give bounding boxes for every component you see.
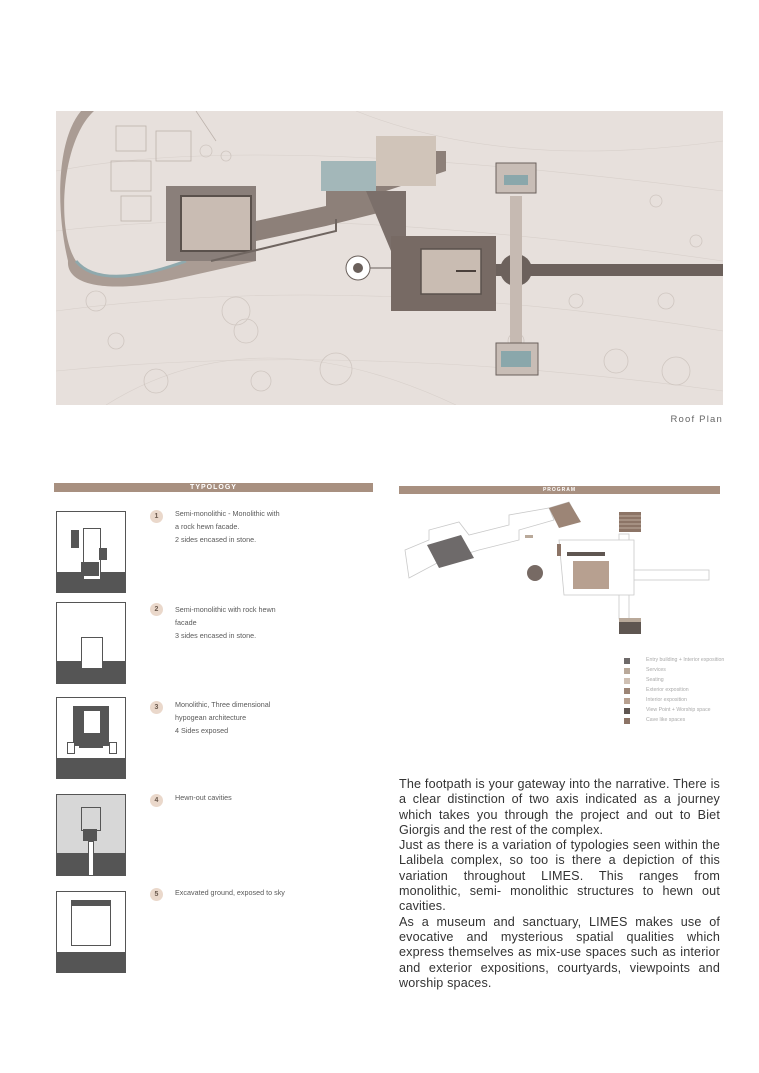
paragraph: Just as there is a variation of typologies seen within the Lalibela complex, so too is there a depiction of this variation throughout LIMES. This ranges from monolithic, semi- monolithic structures to hewn out cavities. xyxy=(399,838,720,914)
typology-diagram-4 xyxy=(56,794,126,876)
typology-description-2: Semi-monolithic with rock hewn facade 3 sides encased in stone. xyxy=(175,605,276,640)
roof-plan-drawing xyxy=(56,111,723,405)
typology-diagram-2 xyxy=(56,602,126,684)
typology-number-5: 5 xyxy=(150,888,163,901)
typology-description-3: Monolithic, Three dimensional hypogean architecture 4 Sides exposed xyxy=(175,700,271,735)
typology-diagram-1 xyxy=(56,511,126,593)
program-header: PROGRAM xyxy=(399,486,720,494)
typology-description-1: Semi-monolithic - Monolithic with a rock hewn facade. 2 sides encased in stone. xyxy=(175,509,280,544)
legend-swatch xyxy=(624,678,630,684)
legend-swatch xyxy=(624,658,630,664)
program-diagram xyxy=(399,500,720,650)
typology-number-1: 1 xyxy=(150,510,163,523)
typology-diagram-5 xyxy=(56,891,126,973)
paragraph: The footpath is your gateway into the narrative. There is a clear distinction of two axis indicated as a journey which takes you through the project and out to Biet Giorgis and the rest of the complex. xyxy=(399,777,720,837)
legend-swatch xyxy=(624,698,630,704)
typology-description-5: Excavated ground, exposed to sky xyxy=(175,888,285,897)
typology-number-3: 3 xyxy=(150,701,163,714)
typology-number-4: 4 xyxy=(150,794,163,807)
typology-header: TYPOLOGY xyxy=(54,483,373,492)
paragraph: As a museum and sanctuary, LIMES makes use of evocative and mysterious spatial qualities which express themselves as mix-use spaces such as interior and exterior expositions, courtyards, viewpoints and worship spaces. xyxy=(399,914,720,990)
legend-swatch xyxy=(624,668,630,674)
legend-swatch xyxy=(624,718,630,724)
legend-swatch xyxy=(624,688,630,694)
typology-description-4: Hewn-out cavities xyxy=(175,793,232,802)
legend-swatch xyxy=(624,708,630,714)
roof-plan-caption: Roof Plan xyxy=(670,414,723,425)
description-text xyxy=(399,777,720,991)
typology-diagram-3 xyxy=(56,697,126,779)
typology-number-2: 2 xyxy=(150,603,163,616)
